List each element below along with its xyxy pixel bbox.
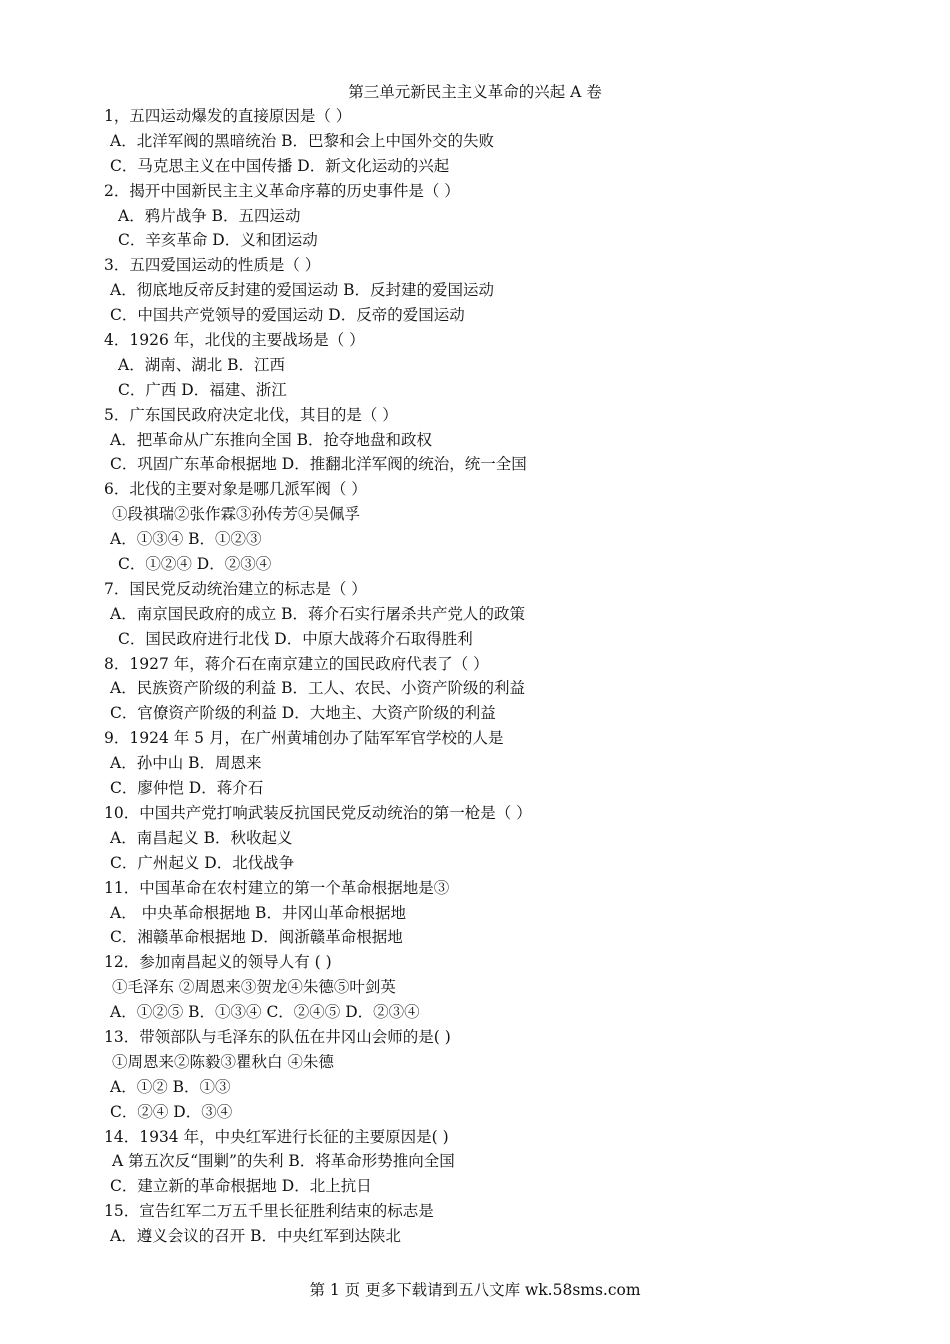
option-line: A．北洋军阀的黑暗统治 B．巴黎和会上中国外交的失败: [110, 131, 495, 150]
option-line: C．巩固广东革命根据地 D．推翻北洋军阀的统治，统一全国: [110, 455, 527, 474]
question-line: 14．1934 年，中央红军进行长征的主要原因是( ): [104, 1127, 449, 1146]
option-line: A 第五次反“围剿”的失利 B．将革命形势推向全国: [112, 1152, 455, 1171]
question-line: 12．参加南昌起义的领导人有 ( ): [104, 953, 332, 972]
page-footer: 第 1 页 更多下载请到五八文库 wk.58sms.com: [309, 1281, 641, 1299]
option-line: C．中国共产党领导的爱国运动 D．反帝的爱国运动: [110, 306, 465, 325]
question-line: 2．揭开中国新民主主义革命序幕的历史事件是（ ）: [104, 181, 460, 200]
question-line: 7．国民党反动统治建立的标志是（ ）: [104, 579, 367, 598]
question-line: 9．1924 年 5 月，在广州黄埔创办了陆军军官学校的人是: [104, 729, 504, 748]
question-list: [104, 104, 924, 1249]
option-line: A．南昌起义 B．秋收起义: [110, 828, 293, 847]
option-line: A．南京国民政府的成立 B．蒋介石实行屠杀共产党人的政策: [110, 604, 526, 623]
page-title: 第三单元新民主主义革命的兴起 A 卷: [348, 83, 602, 101]
question-line: 5．广东国民政府决定北伐，其目的是（ ）: [104, 405, 398, 424]
option-line: C．①②④ D．②③④: [118, 555, 272, 574]
option-line: C．广西 D．福建、浙江: [118, 380, 287, 399]
question-line: 15．宣告红军二万五千里长征胜利结束的标志是: [104, 1202, 434, 1221]
option-line: C．湘赣革命根据地 D．闽浙赣革命根据地: [110, 928, 403, 947]
option-line: A．遵义会议的召开 B．中央红军到达陕北: [110, 1227, 402, 1246]
option-line: ①毛泽东 ②周恩来③贺龙④朱德⑤叶剑英: [112, 978, 396, 997]
option-line: C．马克思主义在中国传播 D．新文化运动的兴起: [110, 156, 450, 175]
question-line: 10．中国共产党打响武装反抗国民党反动统治的第一枪是（ ）: [104, 803, 532, 822]
option-line: ①周恩来②陈毅③瞿秋白 ④朱德: [112, 1052, 334, 1071]
option-line: C．辛亥革命 D．义和团运动: [118, 231, 318, 250]
question-line: 11．中国革命在农村建立的第一个革命根据地是③: [104, 878, 450, 897]
question-line: 13．带领部队与毛泽东的队伍在井冈山会师的是( ): [104, 1027, 451, 1046]
option-line: C．国民政府进行北伐 D．中原大战蒋介石取得胜利: [118, 629, 473, 648]
option-line: A．孙中山 B．周恩来: [110, 754, 262, 773]
option-line: ①段祺瑞②张作霖③孙传芳④吴佩孚: [112, 505, 361, 524]
question-line: 3．五四爱国运动的性质是（ ）: [104, 256, 321, 275]
option-line: A． 中央革命根据地 B．井冈山革命根据地: [110, 903, 406, 922]
option-line: A．彻底地反帝反封建的爱国运动 B．反封建的爱国运动: [110, 281, 495, 300]
option-line: A．民族资产阶级的利益 B．工人、农民、小资产阶级的利益: [110, 679, 526, 698]
question-line: 1，五四运动爆发的直接原因是（ ）: [104, 107, 352, 125]
question-line: 4．1926 年，北伐的主要战场是（ ）: [104, 331, 365, 350]
option-line: C．廖仲恺 D．蒋介石: [110, 779, 264, 798]
question-line: 8．1927 年，蒋介石在南京建立的国民政府代表了（ ）: [104, 654, 489, 673]
option-line: C．建立新的革命根据地 D．北上抗日: [110, 1177, 372, 1196]
option-line: A．把革命从广东推向全国 B．抢夺地盘和政权: [110, 430, 433, 449]
option-line: A．鸦片战争 B．五四运动: [118, 206, 301, 225]
option-line: A．①②⑤ B．①③④ C．②④⑤ D．②③④: [110, 1003, 420, 1022]
question-line: 6．北伐的主要对象是哪几派军阀（ ）: [104, 480, 367, 499]
option-line: C．广州起义 D．北伐战争: [110, 853, 295, 872]
option-line: A．①③④ B．①②③: [110, 530, 262, 549]
option-line: C．②④ D．③④: [110, 1102, 233, 1121]
option-line: A．①② B．①③: [110, 1077, 231, 1096]
option-line: C．官僚资产阶级的利益 D．大地主、大资产阶级的利益: [110, 704, 496, 723]
option-line: A．湖南、湖北 B．江西: [118, 355, 286, 374]
